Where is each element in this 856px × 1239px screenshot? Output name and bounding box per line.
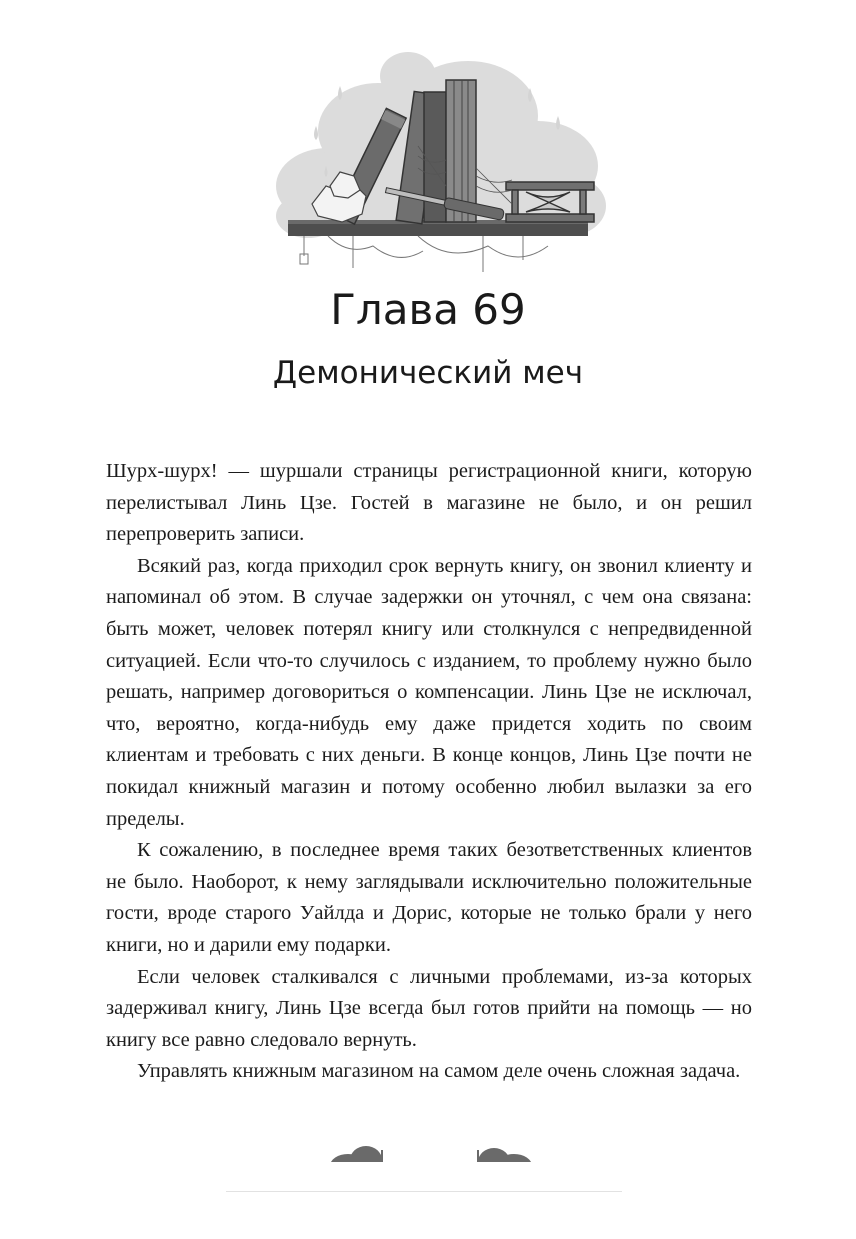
chapter-subtitle: Демонический меч [272, 355, 584, 391]
chapter-body [106, 456, 752, 1088]
paragraph: Управлять книжным магазином на самом деле очень сложная задача. [137, 1060, 741, 1083]
bookshelf-illustration-icon [268, 36, 608, 276]
paragraph: Всякий раз, когда приходил срок вернуть книгу, он звонил клиенту и напоминал об этом. В случае задержки он уточнял, с чем она связана: быть может, человек потерял книгу или столкнулся с непредвиденной ситуацией. Если что-то случилось с изданием, то проблему нужно было решать, например договориться о компенсации. Линь Цзе не исключал, что, вероятно, когда-нибудь ему даже придется ходить по своим клиентам и требовать с них деньги. В конце концов, Линь Цзе почти не покидал книжный магазин и потому особенно любил вылазки за его пределы. [106, 554, 752, 830]
page-divider [226, 1191, 622, 1192]
cloud-ornament-icon [326, 1140, 536, 1162]
paragraph: К сожалению, в последнее время таких безответственных клиентов не было. Наоборот, к нему заглядывали исключительно положительные гости, вроде старого Уайлда и Дорис, которые не только брали у него книги, но и дарили ему подарки. [106, 839, 752, 956]
paragraph: Шурх-шурх! — шуршали страницы регистрационной книги, которую перелистывал Линь Цзе. Гостей в магазине не было, и он решил перепроверить записи. [106, 460, 752, 546]
paragraph: Если человек сталкивался с личными проблемами, из-за которых задерживал книгу, Линь Цзе всегда был готов прийти на помощь — но книгу все равно следовало вернуть. [106, 965, 752, 1051]
chapter-title: Глава 69 [330, 285, 526, 334]
